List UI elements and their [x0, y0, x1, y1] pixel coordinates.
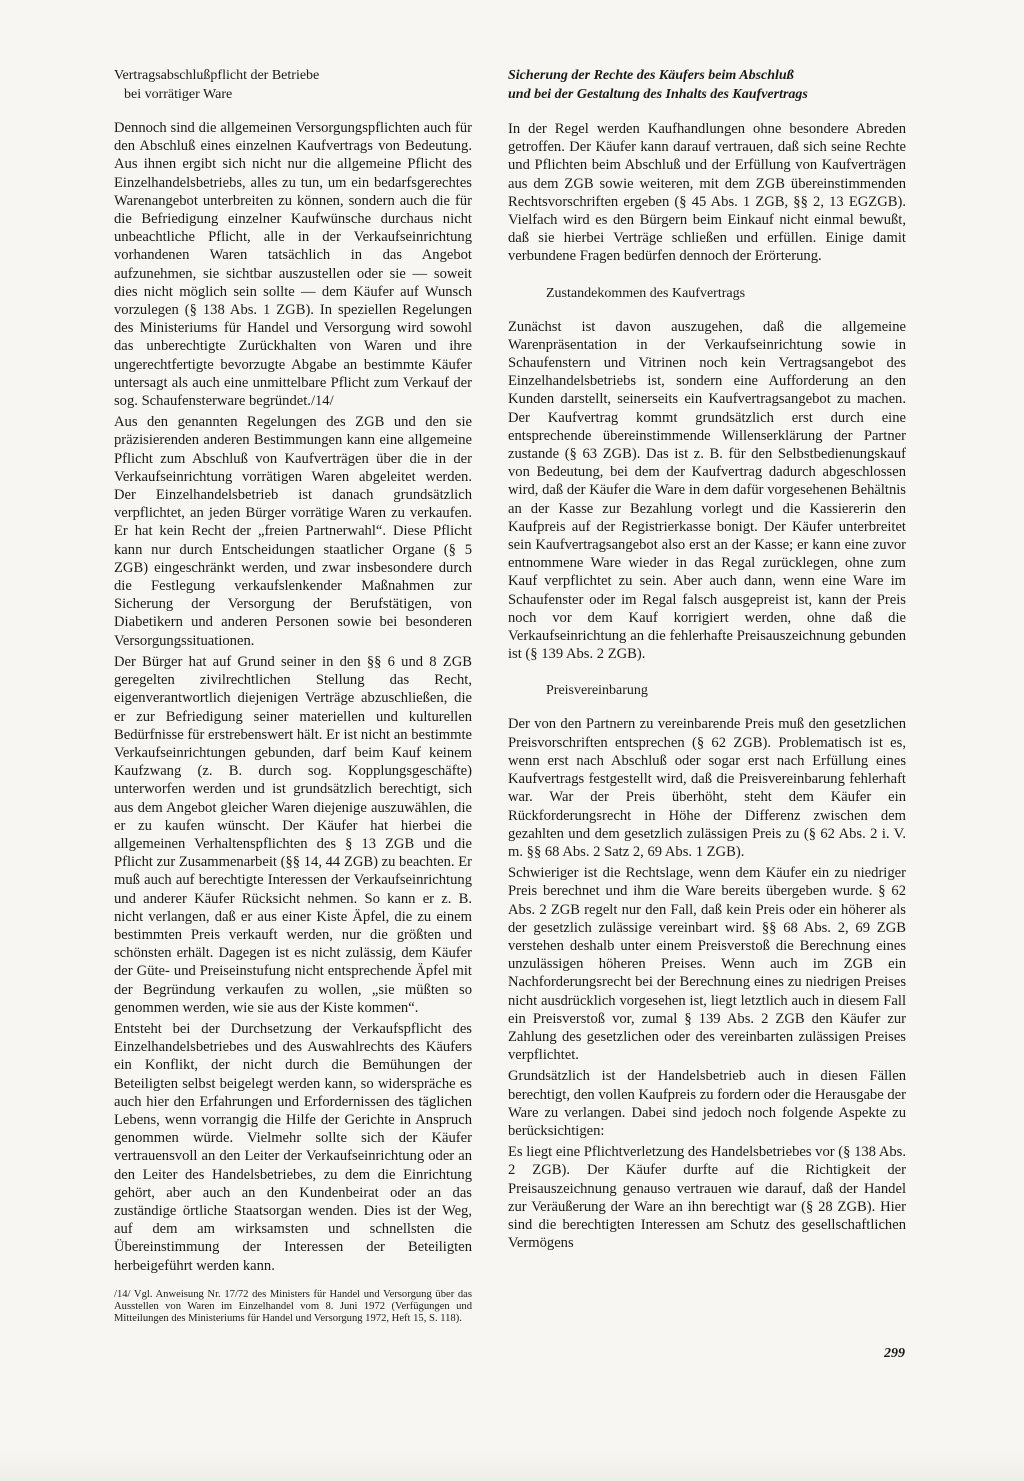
paragraph: Der von den Partnern zu vereinbarende Preis muß den gesetzlichen Preisvorschriften entsprechen (§ 62 ZGB). Problematisch ist es, wenn erst nach Abschluß oder sogar erst nach Erfüllung eines Kaufvertrags festgestellt wird, daß die Preisvereinbarung fehlerhaft war. War der Preis überhöht, steht dem Käufer ein Rückforderungsrecht in Höhe der Differenz zwischen dem gezahlten und dem gesetzlich zulässigen Preis zu (§ 62 Abs. 2 i. V. m. §§ 68 Abs. 2 Satz 2, 69 Abs. 1 ZGB).: [508, 716, 906, 860]
paragraph: Grundsätzlich ist der Handelsbetrieb auch in diesen Fällen berechtigt, den vollen Kaufpreis zu fordern oder die Herausgabe der Ware zu verlangen. Dabei sind jedoch noch folgende Aspekte zu berücksichtigen:: [508, 1068, 906, 1139]
heading-line: Sicherung der Rechte des Käufers beim Abschluß: [508, 68, 794, 83]
paragraph: Aus den genannten Regelungen des ZGB und den sie präzisierenden anderen Bestimmungen kann eine allgemeine Pflicht zum Abschluß von Kaufverträgen über die in der Verkaufseinrichtung vorrätigen Waren abgeleitet werden. Der Einzelhandelsbetrieb ist danach grundsätzlich verpflichtet, an jeden Bürger vorrätige Waren zu verkaufen. Er hat kein Recht der „freien Partnerwahl“. Diese Pflicht kann nur durch Entscheidungen staatlicher Organe (§ 5 ZGB) eingeschränkt werden, und zwar insbesondere durch die Festlegung verkaufslenkender Maßnahmen zur Sicherung der Versorgung der Berufstätigen, von Diabetikern und anderen Personen sowie bei besonderen Versorgungssituationen.: [114, 414, 472, 649]
paragraph: Der Bürger hat auf Grund seiner in den §§ 6 und 8 ZGB geregelten zivilrechtlichen Stellung das Recht, eigenverantwortlich diejenigen Verträge abzuschließen, die er zur Befriedigung seiner materiellen und kulturellen Bedürfnisse für erstrebenswert hält. Er ist nicht an bestimmte Verkaufseinrichtungen gebunden, darf beim Kauf keinem Kaufzwang (z. B. durch sog. Kopplungsgeschäfte) unterworfen werden und ist grundsätzlich berechtigt, sich aus dem Angebot gleicher Waren diejenige auszuwählen, die er zu kaufen wünscht. Der Käufer hat hierbei die allgemeinen Verhaltenspflichten des § 13 ZGB und die Pflicht zur Zusammenarbeit (§§ 14, 44 ZGB) zu beachten. Er muß auch auf berechtigte Interessen der Verkaufseinrichtung und anderer Käufer Rücksicht nehmen. So kann er z. B. nicht verlangen, daß er aus einer Kiste Äpfel, die zu einem bestimmten Preis verkauft werden, nur die größten und schönsten erhält. Dagegen ist es nicht zulässig, dem Käufer der Güte- und Preiseinstufung nicht entsprechende Äpfel mit der Begründung verkaufen zu wollen, „sie müßten so genommen werden, wie sie aus der Kiste kommen“.: [114, 653, 472, 1016]
subheading-zustandekommen: Zustandekommen des Kaufvertrags: [546, 285, 746, 301]
footnote: /14/ Vgl. Anweisung Nr. 17/72 des Ministers für Handel und Versorgung über das Ausstellen von Waren im Einzelhandel vom 8. Juni 1972 (Verfügungen und Mitteilungen des Ministeriums für Handel und Versorgung 1972, Heft 15, S. 118).: [114, 1288, 472, 1325]
paragraph: Schwieriger ist die Rechtslage, wenn dem Käufer ein zu niedriger Preis berechnet und ihm die Ware bereits übergeben wurde. § 62 Abs. 2 ZGB regelt nur den Fall, daß kein Preis oder ein höherer als der gesetzlich zulässige vereinbart wird. §§ 68 Abs. 2, 69 ZGB verstehen deshalb unter einem Preisverstoß die Berechnung eines unzulässigen höheren Preises. Wenn auch im ZGB ein Nachforderungsrecht bei der Berechnung eines zu niedrigen Preises nicht ausdrücklich vorgesehen ist, liegt letztlich auch in diesem Fall ein Preisverstoß vor, zumal § 139 Abs. 2 ZGB den Käufer zur Zahlung des gesetzlichen oder des vereinbarten zulässigen Preises verpflichtet.: [508, 865, 906, 1064]
left-column: [114, 66, 472, 1336]
section-heading-vertragsabschlusspflicht: [114, 66, 472, 104]
right-column: [508, 66, 906, 1255]
heading-line: und bei der Gestaltung des Inhalts des Kaufvertrags: [508, 87, 808, 102]
paragraph: Zunächst ist davon auszugehen, daß die allgemeine Warenpräsentation in der Verkaufseinrichtung sowie in Schaufenstern und Vitrinen noch kein Vertragsangebot des Einzelhandelsbetriebs ist, sondern eine Aufforderung an den Kunden darstellt, seinerseits ein Kaufvertragsangebot zu machen. Der Kaufvertrag kommt grundsätzlich erst durch eine entsprechende übereinstimmende Willenserklärung der Partner zustande (§ 63 ZGB). Das ist z. B. für den Selbstbedienungskauf von Bedeutung, bei dem der Kaufvertrag dadurch abgeschlossen wird, daß der Käufer die Ware in dem dafür vorgesehenen Behältnis an der Kasse zur Bezahlung vorlegt und die Kassiererin den Kaufpreis auf der Registrierkasse bonigt. Der Käufer unterbreitet sein Kaufvertragsangebot also erst an der Kasse; er kann eine zuvor entnommene Ware wieder in das Regal zurücklegen, ohne zum Kauf verpflichtet zu sein. Aber auch dann, wenn eine Ware im Schaufenster oder im Regal falsch ausgepreist ist, kann der Preis noch vor dem Kauf korrigiert werden, ohne daß die Verkaufseinrichtung an die fehlerhafte Preisauszeichnung gebunden ist (§ 139 Abs. 2 ZGB).: [508, 318, 906, 663]
paragraph: Es liegt eine Pflichtverletzung des Handelsbetriebes vor (§ 138 Abs. 2 ZGB). Der Käufer durfte auf die Richtigkeit der Preisauszeichnung genauso vertrauen wie darauf, daß der Handel zur Veräußerung der Ware an ihn berechtigt war (§ 28 ZGB). Hier sind die berechtigten Interessen am Schutz des gesellschaftlichen Vermögens: [508, 1144, 906, 1252]
paragraph: Entsteht bei der Durchsetzung der Verkaufspflicht des Einzelhandelsbetriebes und des Auswahlrechts des Käufers ein Konflikt, der nicht durch die Bemühungen der Beteiligten selbst beigelegt werden kann, so widerspräche es auch hier den Erfahrungen und Erfordernissen des täglichen Lebens, wenn vorrangig die Hilfe der Gerichte in Anspruch genommen würde. Vielmehr sollte sich der Käufer vertrauensvoll an den Leiter der Verkaufseinrichtung oder an den Leiter des Handelsbetriebes, zu dem die Einrichtung gehört, aber auch an den Kundenbeirat oder an das zuständige örtliche Staatsorgan wenden. Dies ist der Weg, auf dem am wirksamsten und schnellsten die Übereinstimmung der Interessen der Beteiligten herbeigeführt werden kann.: [114, 1020, 472, 1274]
section-heading-sicherung: [508, 66, 906, 104]
subheading-preisvereinbarung: Preisvereinbarung: [546, 683, 648, 699]
scan-edge: [0, 1452, 1024, 1481]
page-number: 299: [884, 1346, 905, 1361]
paragraph: In der Regel werden Kaufhandlungen ohne besondere Abreden getroffen. Der Käufer kann darauf vertrauen, daß sich seine Rechte und Pflichten beim Abschluß und der Erfüllung von Kaufverträgen aus dem ZGB sowie weiteren, mit dem ZGB übereinstimmenden Rechtsvorschriften ergeben (§ 45 Abs. 1 ZGB, §§ 2, 13 EGZGB). Vielfach wird es den Bürgern beim Einkauf nicht einmal bewußt, daß sie hierbei Verträge schließen und erfüllen. Einige damit verbundene Fragen bedürfen dennoch der Erörterung.: [508, 121, 906, 265]
paragraph: Dennoch sind die allgemeinen Versorgungspflichten auch für den Abschluß eines einzelnen Kaufvertrags von Bedeutung. Aus ihnen ergibt sich nicht nur die allgemeine Pflicht des Einzelhandelsbetriebs, alles zu tun, um ein bedarfsgerechtes Warenangebot unterbreiten zu können, sondern auch die für die Befriedigung einzelner Kaufwünsche durchaus nicht unbeachtliche Pflicht, alle in der Verkaufseinrichtung vorhandenen Waren tatsächlich in das Angebot aufzunehmen, sie sichtbar auszustellen oder sie — soweit dies nicht möglich sein sollte — dem Käufer auf Wunsch vorzulegen (§ 138 Abs. 1 ZGB). In speziellen Regelungen des Ministeriums für Handel und Versorgung wird sowohl das unberechtigte Zurückhalten von Waren und ihre ungerechtfertigte bevorzugte Abgabe an bestimmte Käufer untersagt als auch eine unmittelbare Pflicht zum Verkauf der sog. Schaufensterware begründet./14/: [114, 120, 472, 410]
heading-line: Vertragsabschlußpflicht der Betriebe: [114, 68, 320, 83]
heading-line: bei vorrätiger Ware: [124, 87, 233, 102]
